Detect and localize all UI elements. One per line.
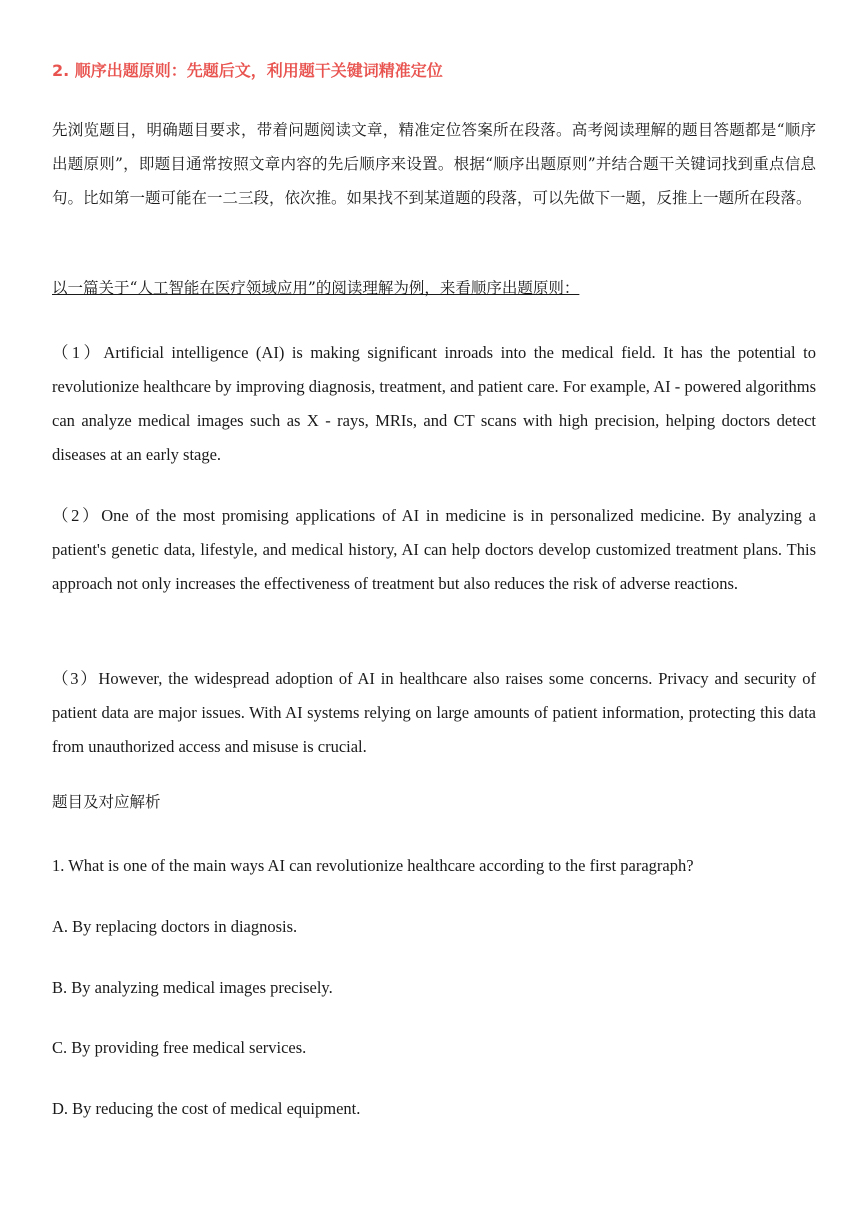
option-a: A. By replacing doctors in diagnosis.	[52, 917, 298, 936]
passage-paragraph-2: （2）One of the most promising applications of AI in medicine is in personalized medicine. By analyzing a patient's genetic data, lifestyle, and medical history, AI can help doctors develop customized treatment plans. This approach not only increases the effectiveness of treatment but also reduces the risk of adverse reactions.	[52, 506, 816, 593]
intro-paragraph: 先浏览题目，明确题目要求，带着问题阅读文章，精准定位答案所在段落。高考阅读理解的题目答题都是“顺序出题原则”，即题目通常按照文章内容的先后顺序来设置。根据“顺序出题原则”并结合题干关键词找到重点信息句。比如第一题可能在一二三段，依次推。如果找不到某道题的段落，可以先做下一题，反推上一题所在段落。	[52, 121, 816, 207]
question-1: 1. What is one of the main ways AI can revolutionize healthcare according to the first paragraph?	[52, 856, 694, 875]
option-d: D. By reducing the cost of medical equipment.	[52, 1099, 361, 1118]
option-b: B. By analyzing medical images precisely.	[52, 978, 333, 997]
section-heading: 2. 顺序出题原则：先题后文，利用题干关键词精准定位	[52, 61, 443, 80]
example-note: 以一篇关于“人工智能在医疗领域应用”的阅读理解为例，来看顺序出题原则：	[52, 279, 580, 297]
option-c: C. By providing free medical services.	[52, 1038, 307, 1057]
passage-paragraph-3: （3）However, the widespread adoption of AI in healthcare also raises some concerns. Privacy and security of patient data are major issues. With AI systems relying on large amounts of patient information, protecting this data from unauthorized access and misuse is crucial.	[52, 669, 816, 756]
qa-heading: 题目及对应解析	[52, 793, 161, 811]
passage-paragraph-1: （1）Artificial intelligence (AI) is making significant inroads into the medical field. It has the potential to revolutionize healthcare by improving diagnosis, treatment, and patient care. For example, AI - powered algorithms can analyze medical images such as X - rays, MRIs, and CT scans with high precision, helping doctors detect diseases at an early stage.	[52, 343, 816, 464]
